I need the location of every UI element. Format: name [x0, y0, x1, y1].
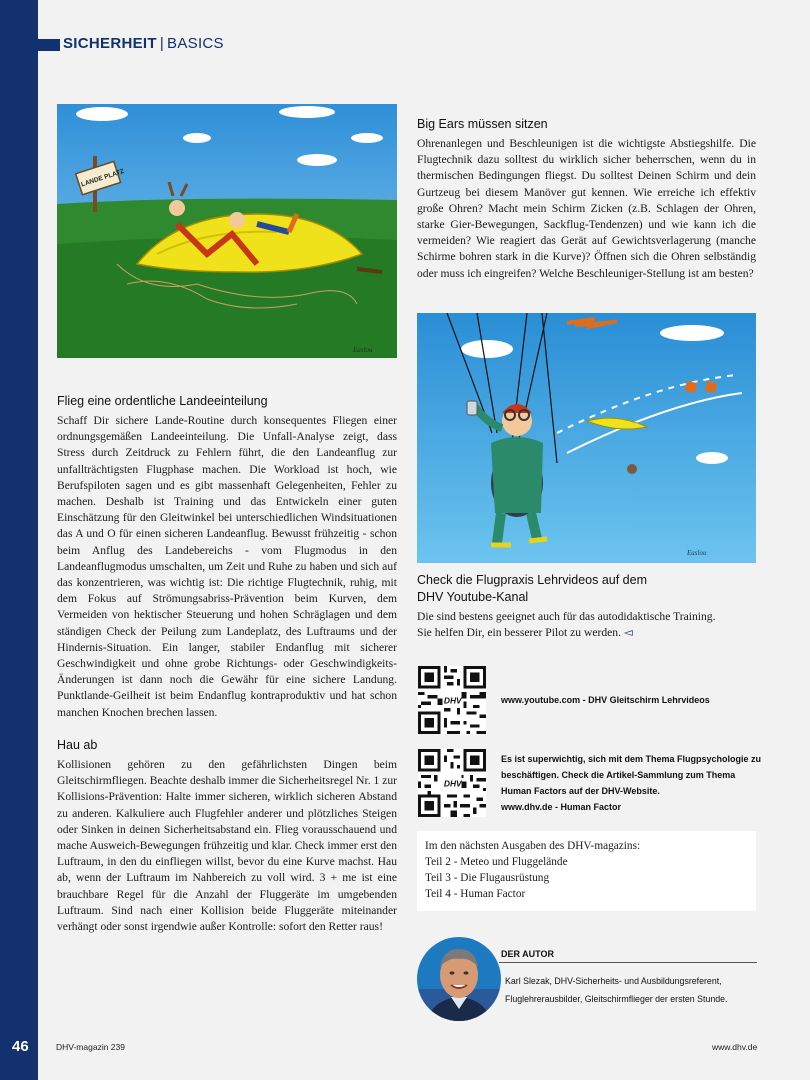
header-accent-bar	[38, 39, 60, 51]
humanfactor-caption-line: beschäftigen. Check die Artikel-Sammlung zum Thema	[501, 770, 736, 780]
youtube-qr-caption-line: www.youtube.com - DHV Gleitschirm Lehrvideos	[501, 695, 710, 705]
section-header	[63, 35, 224, 52]
landing-body-text: Schaff Dir sichere Lande-Routine durch konsequentes Fliegen einer ordnungsgemäßen Landeeinteilung. Die Unfall-Analyse zeigt, dass Stress durch Zeitdruck zu Fehlern führt, die den Landeanflug zur unfallträchtigsten Flugphase machen. Die Workload ist hoch, wie Berufspiloten sagen und es gibt massenhaft Gelegenheiten, Fehler zu machen. Deshalb ist Training und das Entwickeln einer guten Einschätzung für den Gleitwinkel bei unterschiedlichen Windsituationen das A und O für einen sicheren Landeanflug. Bewusst frühzeitig - schon beim Anflug des Landebereichs - vom Flugmodus in den Landeanflugmodus umschalten, um Zeit und Ruhe zu haben und sich auf das konzentrieren, was wichtig ist: Die richtige Flugtechnik, ruhig, mit dem Fokus auf Strömungsabriss-Prävention beim Kurven, dem Vermeiden von hektischer Steuerung und hohen Schräglagen und dem ständigen Check der Peilung zum Landeplatz, des Luftraums und der Hindernis-Situation. Ein langer, stabiler Endanflug mit sicherer Geschwindigkeit und ohne grobe Richtungs- oder Geschwindigkeits-Änderungen ist dann noch die Gewähr für eine sichere Landung. Punktlande-Geilheit ist beim Endanflug kontraproduktiv und hat schon manchen Knochen brechen lassen.	[57, 414, 397, 719]
illustrator-signature: Easlou	[353, 346, 373, 354]
author-avatar	[417, 937, 501, 1021]
end-mark-icon: ◅	[623, 626, 633, 640]
next-issues-box	[417, 831, 756, 911]
header-separator: |	[159, 35, 165, 52]
selfie-illustrator-signature: Easlou	[687, 549, 707, 557]
bigears-heading: Big Ears müssen sitzen	[417, 117, 548, 131]
hauab-heading: Hau ab	[57, 738, 98, 752]
humanfactor-qr-code[interactable]	[418, 749, 486, 817]
author-bio	[505, 972, 727, 1008]
next-issues-intro: Im den nächsten Ausgaben des DHV-magazins:	[425, 840, 641, 852]
hauab-body-text: Kollisionen gehören zu den gefährlichsten Dingen beim Gleitschirmfliegen. Beachte deshalb immer die Sicherheitsregel Nr. 1 zur Kollisions-Prävention: Halte immer sicheren, wirklich sicheren Abstand zu anderen. Kalkuliere auch Flugfehler anderer und plötzliches Steigen oder Sinken in deinen Sicherheitsabstand ein. Flieg vorausschauend und mache Ausweich-Bewegungen frühzeitig und klar. Check immer erst den Luftraum, in den du einfliegen willst, bevor du eine Kurve machst. Hau ab, wenn der Luftraum im Nahbereich zu voll wird. 3 + me ist eine brauchbare Regel für die Anzahl der Fluggeräte im umgebenden Luftraum. Sind nach einer Kollision beide Fluggeräte miteinander verhängt oder sonst irgendwie außer Kontrolle: sofort den Retter raus!	[57, 758, 397, 934]
humanfactor-caption-line: Es ist superwichtig, sich mit dem Thema Flugpsychologie zu	[501, 754, 762, 764]
author-label: DER AUTOR	[501, 949, 555, 959]
videos-body-line2: Sie helfen Dir, ein besserer Pilot zu werden.	[417, 626, 621, 640]
author-bio-line1: Karl Slezak, DHV-Sicherheits- und Ausbildungsreferent,	[505, 976, 722, 986]
magazine-issue: DHV-magazin 239	[56, 1042, 125, 1052]
youtube-qr-code[interactable]	[418, 666, 486, 734]
qr-dhv-logo: DHV	[443, 695, 462, 706]
videos-body-line1: Die sind bestens geeignet auch für das autodidaktische Training.	[417, 610, 716, 623]
next-issues-item: Teil 3 - Die Flugausrüstung	[425, 872, 550, 884]
lande-platz-sign: LANDE PLATZ	[80, 167, 126, 189]
section-subtitle: BASICS	[167, 35, 224, 52]
author-bio-line2: Fluglehrerausbilder, Gleitschirmflieger der ersten Stunde.	[505, 994, 728, 1004]
youtube-qr-caption	[501, 692, 710, 708]
next-issues-item: Teil 2 - Meteo und Fluggelände	[425, 856, 568, 868]
page-number: 46	[12, 1038, 29, 1055]
videos-heading-line1: Check die Flugpraxis Lehrvideos auf dem	[417, 573, 647, 587]
humanfactor-caption-line: Human Factors auf der DHV-Website.	[501, 786, 660, 796]
videos-body-text	[417, 609, 756, 641]
author-divider	[499, 962, 757, 963]
landing-cartoon-illustration	[57, 104, 397, 358]
humanfactor-caption-link[interactable]: www.dhv.de - Human Factor	[501, 802, 622, 812]
videos-heading-line2: DHV Youtube-Kanal	[417, 590, 529, 604]
left-brand-stripe	[0, 0, 38, 1080]
paragliding-selfie-illustration	[417, 313, 756, 563]
section-title: SICHERHEIT	[63, 35, 157, 52]
qr-dhv-logo-2: DHV	[443, 778, 462, 789]
website-link[interactable]: www.dhv.de	[712, 1042, 758, 1052]
humanfactor-qr-caption	[501, 751, 761, 815]
next-issues-item: Teil 4 - Human Factor	[425, 888, 526, 900]
landing-heading: Flieg eine ordentliche Landeeinteilung	[57, 394, 268, 408]
bigears-body-text: Ohrenanlegen und Beschleunigen ist die wichtigste Abstiegshilfe. Die Flugtechnik dazu solltest du wirklich sicher beherrschen, wenn du in thermischen Bedingungen fliegst. Du solltest Deinen Schirm und dein Gurtzeug bei diesem Manöver gut kennen. Wie erreiche ich effektiv große Ohren? Macht mein Schirm Zicken (z.B. Schlagen der Ohren, starke Gier-Bewegungen, Sackflug-Tendenzen) und wie kann ich die vermeiden? Wie reagiert das Gerät auf Gewichtsverlagerung (manche Schirme bohren stark in die Kurve)? Öffnen sich die Ohren selbständig oder muss ich eingreifen? Welche Beschleuniger-Stellung ist am besten?	[417, 137, 756, 280]
